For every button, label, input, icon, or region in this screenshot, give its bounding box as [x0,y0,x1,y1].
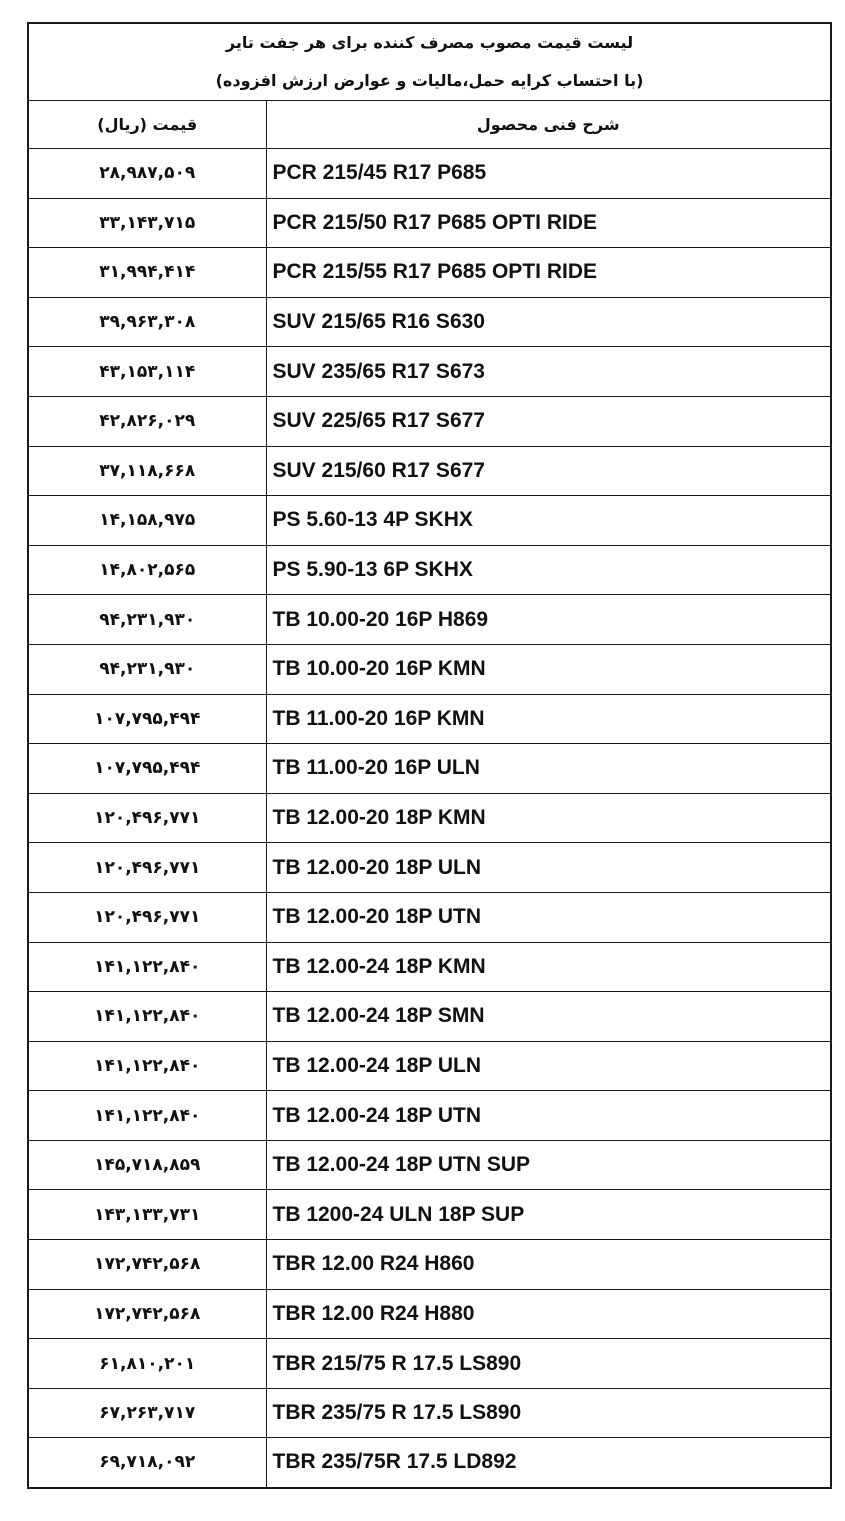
title-row [28,23,831,101]
spec-cell: SUV 215/65 R16 S630 [266,297,831,347]
price-cell: ۲۸,۹۸۷,۵۰۹ [28,149,266,199]
table-row [28,1289,831,1339]
table-row [28,992,831,1042]
spec-cell: TBR 235/75R 17.5 LD892 [266,1438,831,1488]
table-row [28,892,831,942]
price-cell: ۹۴,۲۳۱,۹۳۰ [28,644,266,694]
price-cell: ۹۴,۲۳۱,۹۳۰ [28,595,266,645]
price-cell: ۶۷,۲۶۳,۷۱۷ [28,1388,266,1438]
spec-cell: TB 10.00-20 16P H869 [266,595,831,645]
table-row [28,1240,831,1290]
spec-cell: TB 12.00-24 18P UTN SUP [266,1140,831,1190]
spec-cell: TB 12.00-20 18P UTN [266,892,831,942]
table-row [28,248,831,298]
table-row [28,1190,831,1240]
price-cell: ۳۱,۹۹۴,۴۱۴ [28,248,266,298]
price-cell: ۱۴,۸۰۲,۵۶۵ [28,545,266,595]
price-list-table [27,22,832,1489]
spec-cell: TB 12.00-24 18P UTN [266,1091,831,1141]
table-row [28,396,831,446]
table-row [28,1140,831,1190]
spec-cell: SUV 215/60 R17 S677 [266,446,831,496]
price-cell: ۱۴۱,۱۲۲,۸۴۰ [28,942,266,992]
price-cell: ۴۲,۸۲۶,۰۲۹ [28,396,266,446]
title-line-1: لیست قیمت مصوب مصرف کننده برای هر جفت تایر [225,33,634,52]
spec-cell: TB 10.00-20 16P KMN [266,644,831,694]
spec-cell: PCR 215/50 R17 P685 OPTI RIDE [266,198,831,248]
spec-cell: PS 5.90-13 6P SKHX [266,545,831,595]
spec-cell: TBR 12.00 R24 H880 [266,1289,831,1339]
price-cell: ۱۰۷,۷۹۵,۴۹۴ [28,744,266,794]
price-cell: ۱۴۱,۱۲۲,۸۴۰ [28,1091,266,1141]
price-cell: ۱۴۱,۱۲۲,۸۴۰ [28,1041,266,1091]
spec-cell: PS 5.60-13 4P SKHX [266,496,831,546]
table-row [28,793,831,843]
table-row [28,595,831,645]
table-row [28,446,831,496]
spec-column-header: شرح فنی محصول [266,101,831,149]
price-cell: ۱۴۳,۱۳۳,۷۳۱ [28,1190,266,1240]
spec-cell: SUV 225/65 R17 S677 [266,396,831,446]
spec-cell: TB 11.00-20 16P KMN [266,694,831,744]
table-row [28,1041,831,1091]
spec-cell: TB 12.00-24 18P KMN [266,942,831,992]
table-row [28,843,831,893]
header-row [28,101,831,149]
table-row [28,297,831,347]
spec-cell: TB 1200-24 ULN 18P SUP [266,1190,831,1240]
price-cell: ۴۳,۱۵۳,۱۱۴ [28,347,266,397]
price-cell: ۱۴,۱۵۸,۹۷۵ [28,496,266,546]
price-cell: ۳۹,۹۶۳,۳۰۸ [28,297,266,347]
spec-cell: TB 12.00-20 18P KMN [266,793,831,843]
table-row [28,347,831,397]
spec-cell: TB 12.00-24 18P SMN [266,992,831,1042]
price-cell: ۱۲۰,۴۹۶,۷۷۱ [28,843,266,893]
spec-cell: TBR 12.00 R24 H860 [266,1240,831,1290]
table-title [28,23,831,101]
table-body [28,23,831,1488]
spec-cell: PCR 215/55 R17 P685 OPTI RIDE [266,248,831,298]
spec-cell: SUV 235/65 R17 S673 [266,347,831,397]
table-row [28,1339,831,1389]
price-cell: ۶۱,۸۱۰,۲۰۱ [28,1339,266,1389]
price-cell: ۱۷۲,۷۴۲,۵۶۸ [28,1240,266,1290]
table-row [28,744,831,794]
price-column-header: قیمت (ریال) [28,101,266,149]
spec-cell: TB 11.00-20 16P ULN [266,744,831,794]
price-cell: ۶۹,۷۱۸,۰۹۲ [28,1438,266,1488]
price-cell: ۱۷۲,۷۴۲,۵۶۸ [28,1289,266,1339]
spec-cell: TBR 235/75 R 17.5 LS890 [266,1388,831,1438]
price-cell: ۱۰۷,۷۹۵,۴۹۴ [28,694,266,744]
spec-cell: TB 12.00-20 18P ULN [266,843,831,893]
price-cell: ۳۳,۱۴۳,۷۱۵ [28,198,266,248]
price-cell: ۳۷,۱۱۸,۶۶۸ [28,446,266,496]
table-row [28,545,831,595]
spec-cell: TB 12.00-24 18P ULN [266,1041,831,1091]
price-cell: ۱۲۰,۴۹۶,۷۷۱ [28,793,266,843]
title-line-2: (با احتساب کرایه حمل،مالیات و عوارض ارزش افزوده) [215,71,644,90]
spec-cell: PCR 215/45 R17 P685 [266,149,831,199]
table-row [28,149,831,199]
table-row [28,1438,831,1488]
table-row [28,942,831,992]
price-cell: ۱۲۰,۴۹۶,۷۷۱ [28,892,266,942]
table-row [28,198,831,248]
spec-cell: TBR 215/75 R 17.5 LS890 [266,1339,831,1389]
table-row [28,496,831,546]
table-row [28,644,831,694]
table-row [28,1091,831,1141]
table-row [28,694,831,744]
price-cell: ۱۴۱,۱۲۲,۸۴۰ [28,992,266,1042]
table-row [28,1388,831,1438]
price-cell: ۱۴۵,۷۱۸,۸۵۹ [28,1140,266,1190]
